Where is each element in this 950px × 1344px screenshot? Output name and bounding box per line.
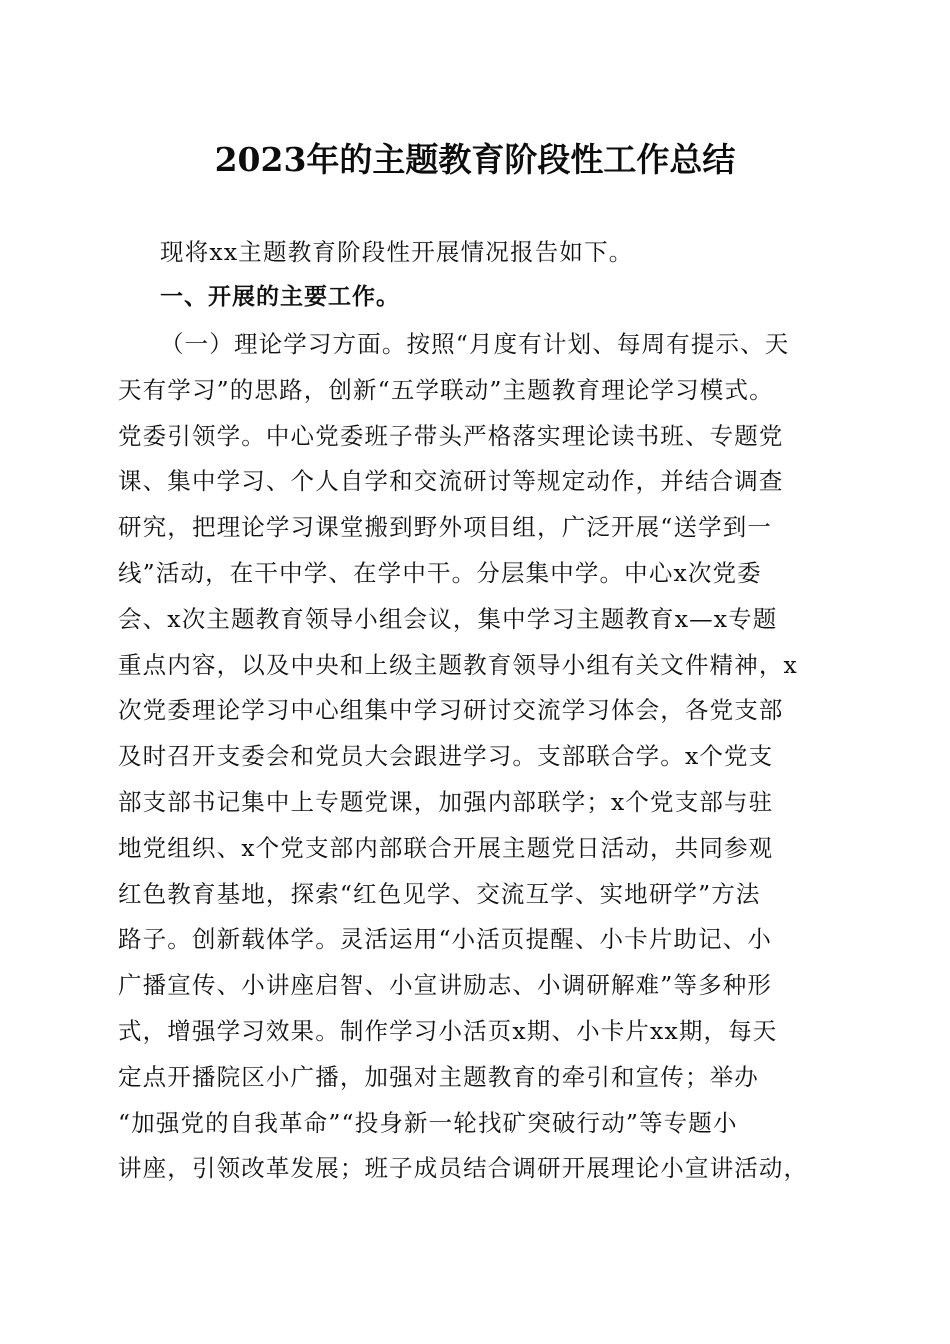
paragraph-line: 广播宣传、小讲座启智、小宣讲励志、小调研解难”等多种形	[118, 971, 773, 1000]
paragraph-line: 线”活动，在干中学、在学中干。分层集中学。中心x次党委	[118, 558, 762, 587]
body-paragraph	[118, 322, 848, 1192]
document-title: 2023年的主题教育阶段性工作总结	[214, 140, 736, 179]
paragraph-line: 次党委理论学习中心组集中学习研讨交流学习体会，各党支部	[118, 696, 784, 725]
intro-paragraph: 现将xx主题教育阶段性开展情况报告如下。	[160, 238, 634, 266]
section-heading: 一、开展的主要工作。	[160, 284, 400, 310]
paragraph-line: 重点内容，以及中央和上级主题教育领导小组有关文件精神，x	[118, 650, 798, 679]
paragraph-line: 及时召开支委会和党员大会跟进学习。支部联合学。x个党支	[118, 742, 774, 771]
paragraph-line: “加强党的自我革命”“投身新一轮找矿突破行动”等专题小	[118, 1108, 738, 1137]
paragraph-line: （一）理论学习方面。按照“月度有计划、每周有提示、天	[160, 330, 790, 358]
paragraph-line: 课、集中学习、个人自学和交流研讨等规定动作，并结合调查	[118, 467, 784, 496]
paragraph-line: 定点开播院区小广播，加强对主题教育的牵引和宣传；举办	[118, 1062, 759, 1091]
paragraph-line: 路子。创新载体学。灵活运用“小活页提醒、小卡片助记、小	[118, 925, 773, 954]
paragraph-line: 讲座，引领改革发展；班子成员结合调研开展理论小宣讲活动，	[118, 1154, 809, 1183]
paragraph-line: 部支部书记集中上专题党课，加强内部联学；x个党支部与驻	[118, 787, 774, 816]
paragraph-line: 天有学习”的思路，创新“五学联动”主题教育理论学习模式。	[118, 375, 774, 404]
paragraph-line: 红色教育基地，探索“红色见学、交流互学、实地研学”方法	[118, 879, 761, 908]
paragraph-line: 地党组织、x个党支部内部联合开展主题党日活动，共同参观	[118, 833, 774, 862]
paragraph-line: 研究，把理论学习课堂搬到野外项目组，广泛开展“送学到一	[118, 513, 773, 542]
paragraph-line: 式，增强学习效果。制作学习小活页x期、小卡片xx期，每天	[118, 1016, 778, 1045]
paragraph-line: 党委引领学。中心党委班子带头严格落实理论读书班、专题党	[118, 421, 784, 450]
paragraph-line: 会、x次主题教育领导小组会议，集中学习主题教育x—x专题	[118, 604, 778, 633]
